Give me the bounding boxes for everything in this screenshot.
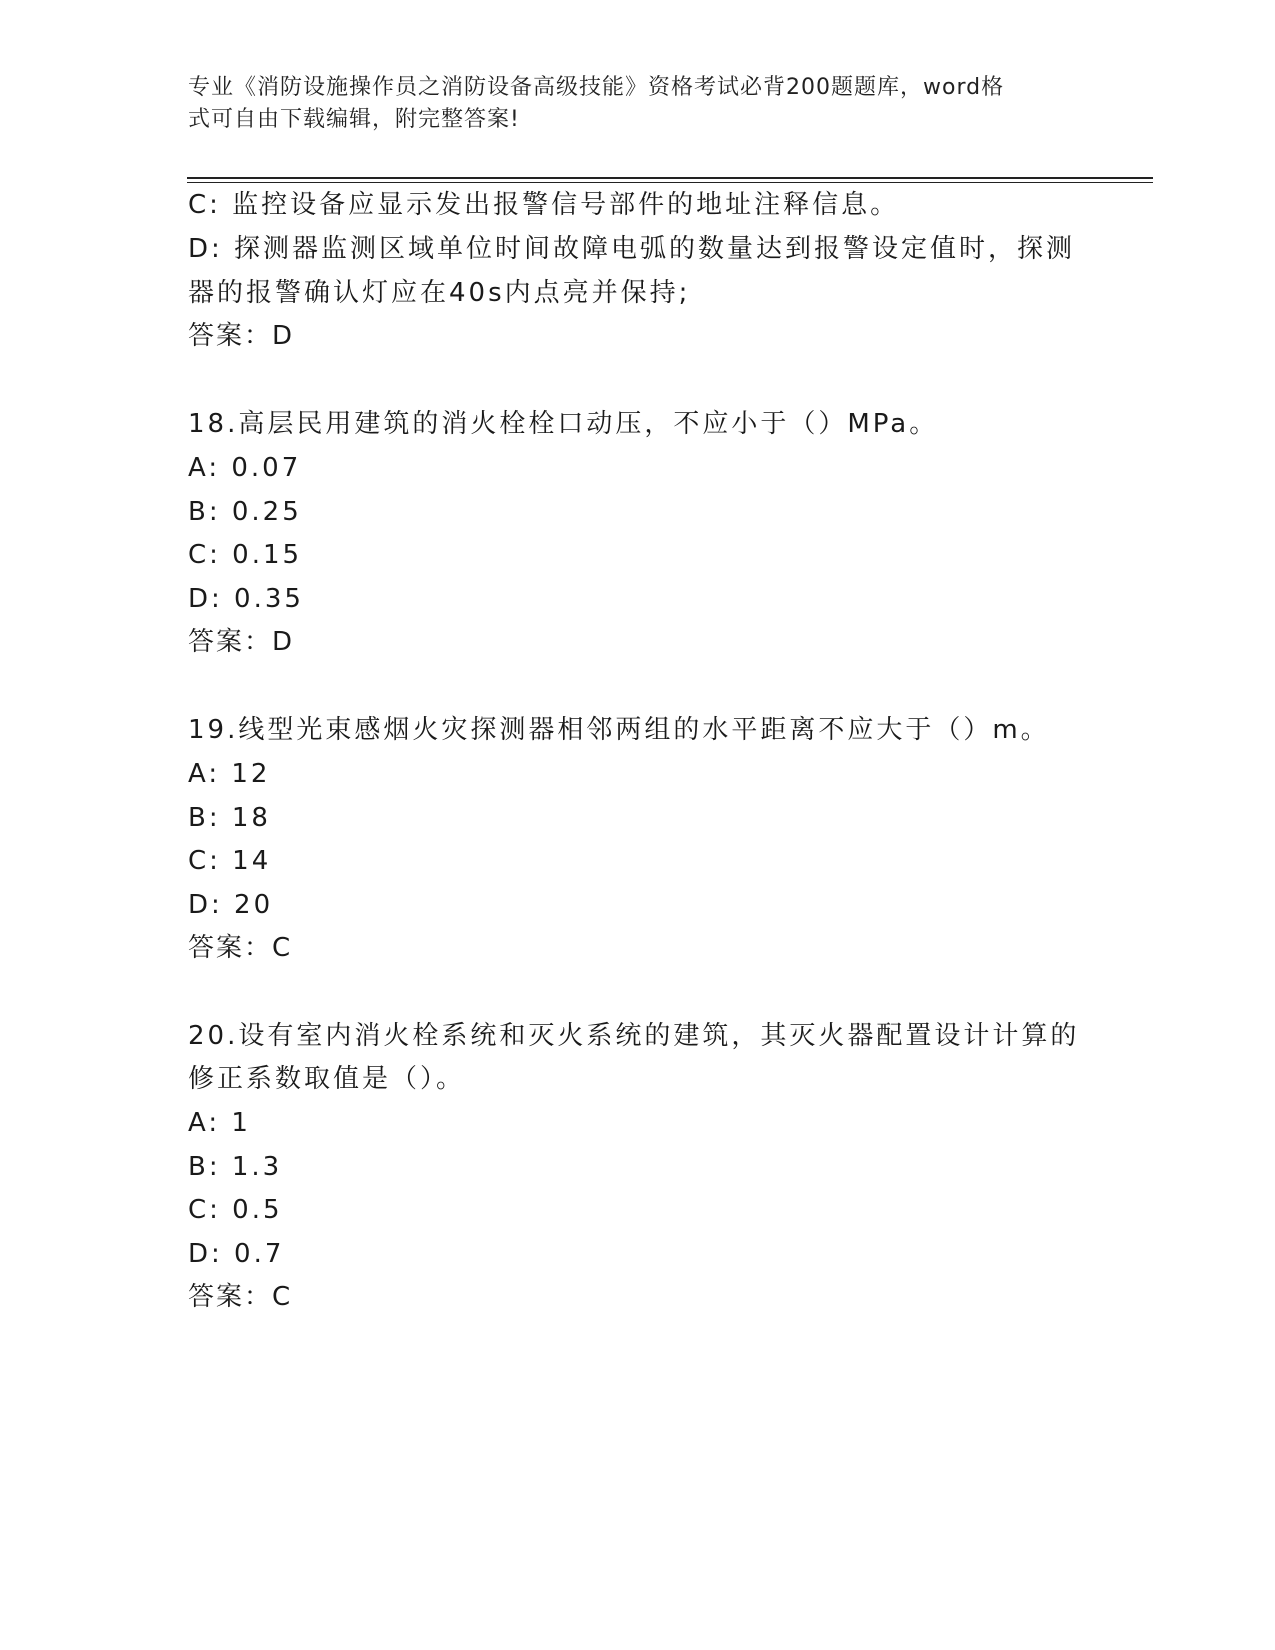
q18-option-a: A: 0.07 — [188, 453, 302, 483]
q18-option-b: B: 0.25 — [188, 497, 302, 527]
q20-answer: 答案：C — [188, 1282, 293, 1312]
q20-option-b: B: 1.3 — [188, 1152, 283, 1182]
q17-answer: 答案：D — [188, 321, 295, 351]
header-line-2: 式可自由下载编辑，附完整答案! — [188, 107, 520, 132]
q18-answer: 答案：D — [188, 627, 295, 657]
header-line-1: 专业《消防设施操作员之消防设备高级技能》资格考试必背200题题库，word格 — [188, 75, 1005, 100]
q19-option-c: C: 14 — [188, 846, 272, 876]
q18-stem: 18.高层民用建筑的消火栓栓口动压，不应小于（）MPa。 — [188, 409, 939, 439]
q19-option-d: D: 20 — [188, 890, 274, 920]
header-divider-thin — [187, 182, 1153, 183]
q17-option-d-line2: 器的报警确认灯应在40s内点亮并保持; — [188, 278, 691, 308]
q19-answer: 答案：C — [188, 933, 293, 963]
q17-option-c: C: 监控设备应显示发出报警信号部件的地址注释信息。 — [188, 190, 900, 220]
q20-option-a: A: 1 — [188, 1108, 251, 1138]
q20-option-d: D: 0.7 — [188, 1239, 285, 1269]
q18-option-d: D: 0.35 — [188, 584, 304, 614]
q20-stem-line2: 修正系数取值是（）。 — [188, 1064, 466, 1094]
q20-option-c: C: 0.5 — [188, 1195, 283, 1225]
q19-option-a: A: 12 — [188, 759, 271, 789]
q18-option-c: C: 0.15 — [188, 540, 303, 570]
q20-stem-line1: 20.设有室内消火栓系统和灭火系统的建筑，其灭火器配置设计计算的 — [188, 1021, 1080, 1051]
header-divider-thick — [187, 177, 1153, 179]
q17-option-d-line1: D: 探测器监测区域单位时间故障电弧的数量达到报警设定值时，探测 — [188, 234, 1076, 264]
document-header — [188, 72, 1068, 136]
q19-option-b: B: 18 — [188, 803, 271, 833]
q19-stem: 19.线型光束感烟火灾探测器相邻两组的水平距离不应大于（）m。 — [188, 715, 1050, 745]
